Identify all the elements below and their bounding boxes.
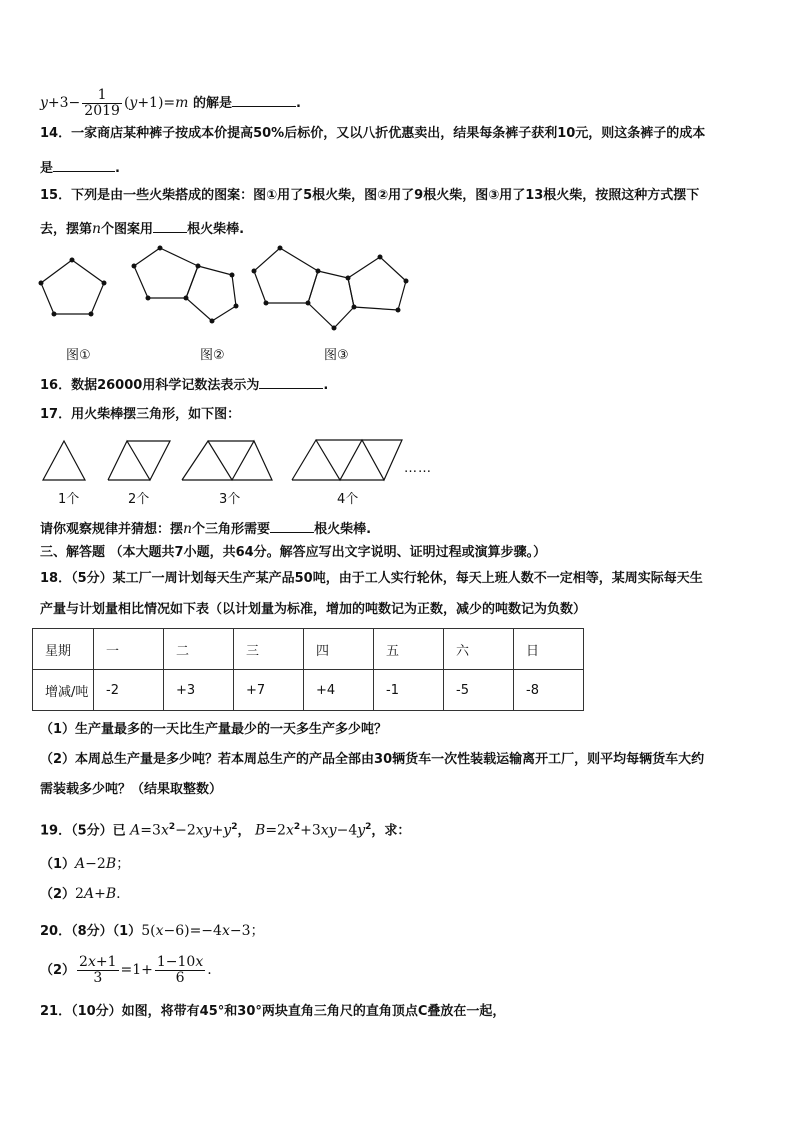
- table-cell: +7: [234, 670, 304, 711]
- q21-line: 21．（10分）如图，将带有45°和30°两块直角三角尺的直角顶点C叠放在一起，: [40, 1004, 506, 1019]
- q15-caption-1: 图①: [66, 348, 91, 363]
- q18-sub2-line1: （2）本周总生产量是多少吨？若本周总生产的产品全部由30辆货车一次性装载运输离开工厂，则平均每辆货车大约: [40, 752, 705, 767]
- q16-line: 16．数据26000用科学记数法表示为 .: [40, 374, 328, 395]
- q13-text: 的解是: [192, 96, 232, 111]
- table-cell: -2: [94, 670, 164, 711]
- section3-heading: 三、解答题 （本大题共7小题，共64分。解答应写出文字说明、证明过程或演算步骤。）: [40, 545, 547, 560]
- q19-sub2: （2）2A+B.: [40, 886, 121, 902]
- table-cell: 二: [164, 629, 234, 670]
- table-cell: 增减/吨: [33, 670, 94, 711]
- table-row: [33, 670, 584, 711]
- table-cell: 六: [444, 629, 514, 670]
- table-cell: -5: [444, 670, 514, 711]
- q15-line1: 15．下列是由一些火柴搭成的图案：图①用了5根火柴，图②用了9根火柴，图③用了13根火柴，按照这种方式摆下: [40, 188, 700, 203]
- table-cell: -8: [514, 670, 584, 711]
- q18-line1: 18．（5分）某工厂一周计划每天生产某产品50吨，由于工人实行轮休，每天上班人数不一定相等，某周实际每天生: [40, 571, 703, 586]
- q19-line: 19．（5分）已 $A=3x^2-2xy+y^2$， $B=2x^2+3xy-4y^2$，求：: [40, 822, 411, 839]
- q15-line2: 去，摆第n个图案用 根火柴棒.: [40, 218, 244, 239]
- q17-caption-3: 3个: [219, 492, 241, 507]
- q18-table: [32, 628, 584, 711]
- table-cell: 星期: [33, 629, 94, 670]
- q18-sub1: （1）生产量最多的一天比生产量最少的一天多生产多少吨？: [40, 722, 388, 737]
- q14-line1: 14．一家商店某种裤子按成本价提高50%后标价，又以八折优惠卖出，结果每条裤子获利10元，则这条裤子的成本: [40, 126, 706, 141]
- q17-guess-line: 请你观察规律并猜想：摆n个三角形需要 根火柴棒.: [40, 518, 371, 539]
- table-cell: 三: [234, 629, 304, 670]
- q20-sub1: 20．（8分）（1）5(x−6)=−4x−3；: [40, 923, 265, 939]
- q20-sub2: （2） $\frac{2x+1}{3}$ =1+ $\frac{1-10x}{6}$ .: [40, 954, 212, 986]
- q17-caption-1: 1个: [58, 492, 80, 507]
- table-cell: 日: [514, 629, 584, 670]
- table-cell: 四: [304, 629, 374, 670]
- q17-ellipsis: ……: [404, 461, 432, 476]
- table-cell: 五: [374, 629, 444, 670]
- q17-triangle-figures: [0, 0, 794, 500]
- table-cell: 一: [94, 629, 164, 670]
- q15-caption-3: 图③: [324, 348, 349, 363]
- table-cell: +4: [304, 670, 374, 711]
- table-cell: +3: [164, 670, 234, 711]
- q17-line: 17．用火柴棒摆三角形，如下图：: [40, 407, 241, 422]
- q17-answer-blank[interactable]: [270, 518, 314, 533]
- q13-fraction: $\frac{1}{2019}$: [84, 87, 120, 119]
- q13-line: y+3− $\frac{1}{2019}$ (y+1)=m 的解是 .: [40, 87, 301, 119]
- q15-caption-2: 图②: [200, 348, 225, 363]
- q17-caption-4: 4个: [337, 492, 359, 507]
- table-cell: -1: [374, 670, 444, 711]
- q14-line2: 是 .: [40, 157, 120, 178]
- table-row: [33, 629, 584, 670]
- q19-sub1: （1）A−2B；: [40, 856, 131, 872]
- q18-sub2-line2: 需装载多少吨？（结果取整数）: [40, 782, 223, 797]
- q17-caption-2: 2个: [128, 492, 150, 507]
- q18-line2: 产量与计划量相比情况如下表（以计划量为标准，增加的吨数记为正数，减少的吨数记为负数）: [40, 602, 587, 617]
